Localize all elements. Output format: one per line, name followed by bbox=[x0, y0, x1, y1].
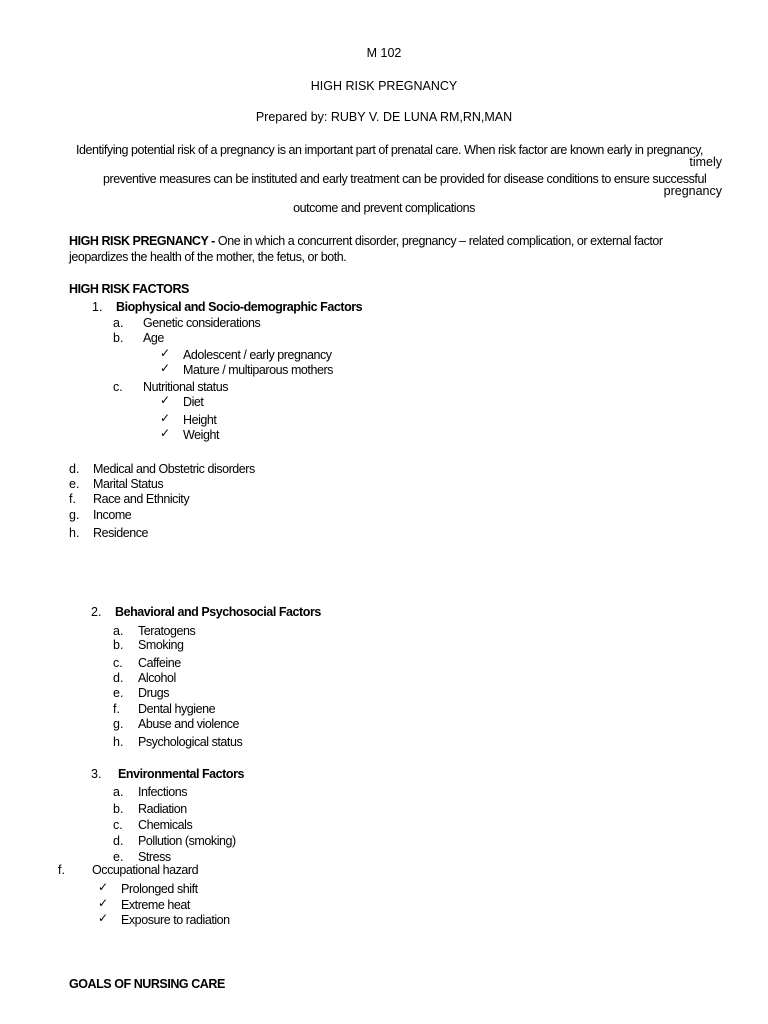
checkmark-icon: ✓ bbox=[160, 361, 171, 375]
check-item: Exposure to radiation bbox=[121, 913, 230, 927]
course-code: M 102 bbox=[366, 46, 402, 60]
list-marker: h. bbox=[69, 526, 80, 540]
list-item: Residence bbox=[93, 526, 149, 540]
definition-term: HIGH RISK PREGNANCY - bbox=[69, 234, 215, 248]
section-3-number: 3. bbox=[91, 767, 102, 781]
check-item: Mature / multiparous mothers bbox=[183, 363, 333, 377]
list-item: Age bbox=[143, 331, 164, 345]
checkmark-icon: ✓ bbox=[160, 346, 171, 360]
section-2-title: Behavioral and Psychosocial Factors bbox=[115, 605, 321, 619]
check-item: Adolescent / early pregnancy bbox=[183, 348, 332, 362]
list-item: Caffeine bbox=[138, 656, 181, 670]
list-item: Dental hygiene bbox=[138, 702, 216, 716]
list-marker: b. bbox=[113, 331, 124, 345]
list-marker: f. bbox=[113, 702, 120, 716]
intro-line-1: Identifying potential risk of a pregnancy is an important part of prenatal care. When risk factor are known early in pregnancy, bbox=[76, 143, 703, 157]
definition-line-2: jeopardizes the health of the mother, the fetus, or both. bbox=[69, 250, 347, 264]
list-item: Stress bbox=[138, 850, 171, 864]
list-item: Marital Status bbox=[93, 477, 164, 491]
list-item: Smoking bbox=[138, 638, 184, 652]
section-2-number: 2. bbox=[91, 605, 102, 619]
list-item: Income bbox=[93, 508, 132, 522]
list-item: Psychological status bbox=[138, 735, 243, 749]
list-marker: a. bbox=[113, 316, 124, 330]
list-item: Nutritional status bbox=[143, 380, 228, 394]
list-marker: d. bbox=[113, 671, 124, 685]
author-line: Prepared by: RUBY V. DE LUNA RM,RN,MAN bbox=[255, 110, 513, 124]
list-marker: a. bbox=[113, 785, 124, 799]
list-item: Medical and Obstetric disorders bbox=[93, 462, 255, 476]
list-marker: b. bbox=[113, 638, 124, 652]
list-marker: e. bbox=[113, 850, 124, 864]
checkmark-icon: ✓ bbox=[160, 393, 171, 407]
checkmark-icon: ✓ bbox=[160, 411, 171, 425]
check-item: Height bbox=[183, 413, 217, 427]
check-item: Weight bbox=[183, 428, 219, 442]
list-marker: a. bbox=[113, 624, 124, 638]
list-marker: h. bbox=[113, 735, 124, 749]
list-item: Radiation bbox=[138, 802, 187, 816]
intro-line-1-wrap: timely bbox=[689, 155, 722, 169]
list-marker: e. bbox=[69, 477, 80, 491]
section-1-number: 1. bbox=[92, 300, 103, 314]
list-marker: b. bbox=[113, 802, 124, 816]
goals-heading: GOALS OF NURSING CARE bbox=[69, 977, 225, 991]
list-marker: d. bbox=[69, 462, 80, 476]
list-marker: g. bbox=[69, 508, 80, 522]
document-title: HIGH RISK PREGNANCY bbox=[310, 79, 458, 93]
list-marker: f. bbox=[58, 863, 65, 877]
list-marker: g. bbox=[113, 717, 124, 731]
list-marker: c. bbox=[113, 818, 123, 832]
checkmark-icon: ✓ bbox=[98, 911, 109, 925]
list-item: Teratogens bbox=[138, 624, 196, 638]
intro-line-3: outcome and prevent complications bbox=[293, 201, 475, 215]
list-item: Alcohol bbox=[138, 671, 176, 685]
factors-heading: HIGH RISK FACTORS bbox=[69, 282, 189, 296]
check-item: Extreme heat bbox=[121, 898, 190, 912]
check-item: Prolonged shift bbox=[121, 882, 198, 896]
check-item: Diet bbox=[183, 395, 204, 409]
list-item: Abuse and violence bbox=[138, 717, 240, 731]
intro-line-2-wrap: pregnancy bbox=[663, 184, 722, 198]
list-marker: e. bbox=[113, 686, 124, 700]
list-item: Race and Ethnicity bbox=[93, 492, 190, 506]
list-marker: c. bbox=[113, 656, 123, 670]
section-1-title: Biophysical and Socio-demographic Factors bbox=[116, 300, 363, 314]
checkmark-icon: ✓ bbox=[98, 896, 109, 910]
list-marker: f. bbox=[69, 492, 76, 506]
checkmark-icon: ✓ bbox=[160, 426, 171, 440]
list-item: Drugs bbox=[138, 686, 170, 700]
intro-line-2: preventive measures can be instituted and early treatment can be provided for disease conditions to ensure successful bbox=[103, 172, 707, 186]
definition-line-1 bbox=[69, 234, 663, 249]
list-item: Pollution (smoking) bbox=[138, 834, 236, 848]
checkmark-icon: ✓ bbox=[98, 880, 109, 894]
list-item: Genetic considerations bbox=[143, 316, 261, 330]
section-3-title: Environmental Factors bbox=[118, 767, 244, 781]
list-marker: c. bbox=[113, 380, 123, 394]
definition-text-1: One in which a concurrent disorder, pregnancy – related complication, or external factor bbox=[214, 234, 663, 248]
list-item: Infections bbox=[138, 785, 188, 799]
list-marker: d. bbox=[113, 834, 124, 848]
list-item: Chemicals bbox=[138, 818, 193, 832]
list-item: Occupational hazard bbox=[92, 863, 199, 877]
